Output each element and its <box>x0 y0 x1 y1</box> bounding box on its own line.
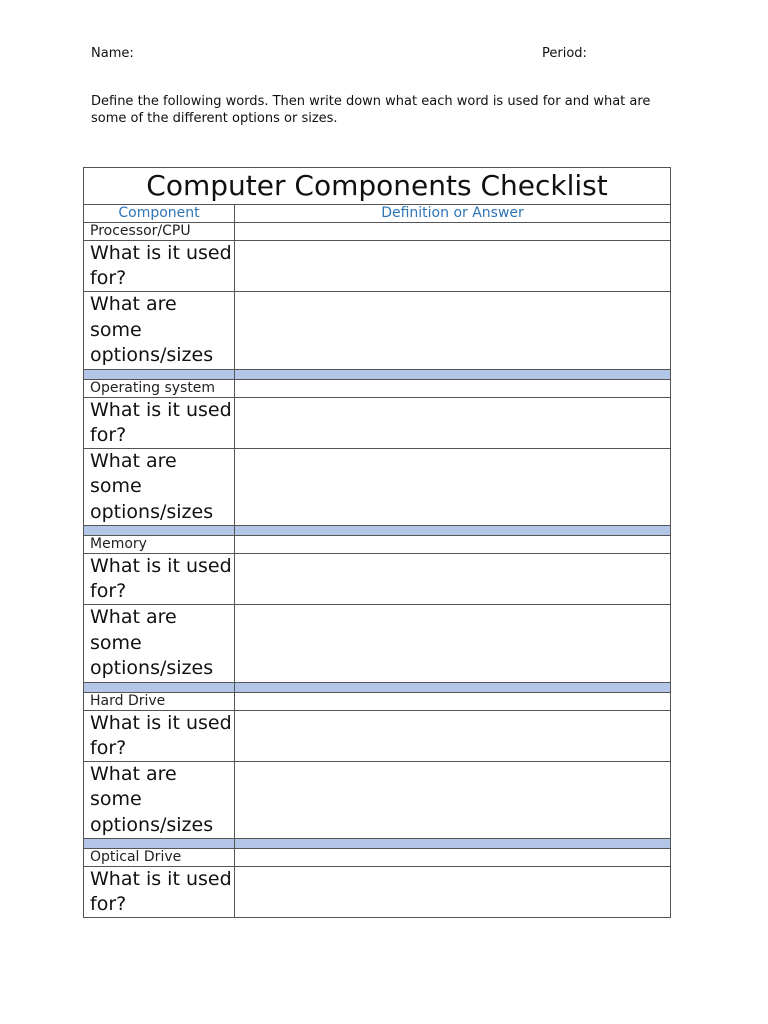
column-header-component: Component <box>84 205 235 223</box>
question-row <box>84 761 671 839</box>
question-options-sizes: What are some options/sizes <box>84 761 235 839</box>
components-checklist-table <box>83 167 671 918</box>
answer-cell[interactable] <box>235 554 671 605</box>
question-used-for: What is it used for? <box>84 241 235 292</box>
question-row <box>84 397 671 448</box>
question-row <box>84 448 671 526</box>
spacer-row <box>84 682 671 692</box>
question-used-for: What is it used for? <box>84 554 235 605</box>
question-row <box>84 710 671 761</box>
table-title: Computer Components Checklist <box>84 168 671 205</box>
component-row <box>84 849 671 867</box>
question-row <box>84 605 671 683</box>
answer-cell[interactable] <box>235 849 671 867</box>
answer-cell[interactable] <box>235 397 671 448</box>
column-header-definition: Definition or Answer <box>235 205 671 223</box>
question-options-sizes: What are some options/sizes <box>84 448 235 526</box>
spacer-row <box>84 839 671 849</box>
spacer-row <box>84 369 671 379</box>
question-row <box>84 867 671 918</box>
question-used-for: What is it used for? <box>84 397 235 448</box>
component-name: Operating system <box>84 379 235 397</box>
answer-cell[interactable] <box>235 448 671 526</box>
component-name: Memory <box>84 536 235 554</box>
question-row <box>84 292 671 370</box>
question-options-sizes: What are some options/sizes <box>84 292 235 370</box>
question-used-for: What is it used for? <box>84 710 235 761</box>
question-options-sizes: What are some options/sizes <box>84 605 235 683</box>
answer-cell[interactable] <box>235 761 671 839</box>
answer-cell[interactable] <box>235 241 671 292</box>
component-row <box>84 379 671 397</box>
component-row <box>84 223 671 241</box>
column-header-row <box>84 205 671 223</box>
table-title-row <box>84 168 671 205</box>
answer-cell[interactable] <box>235 292 671 370</box>
question-used-for: What is it used for? <box>84 867 235 918</box>
component-name: Hard Drive <box>84 692 235 710</box>
answer-cell[interactable] <box>235 605 671 683</box>
name-label: Name: <box>91 46 134 61</box>
component-row <box>84 692 671 710</box>
component-name: Processor/CPU <box>84 223 235 241</box>
component-row <box>84 536 671 554</box>
period-label: Period: <box>542 46 587 61</box>
instructions-text: Define the following words. Then write down what each word is used for and what are some of the different options or sizes. <box>91 94 651 126</box>
answer-cell[interactable] <box>235 223 671 241</box>
component-name: Optical Drive <box>84 849 235 867</box>
question-row <box>84 241 671 292</box>
spacer-row <box>84 526 671 536</box>
answer-cell[interactable] <box>235 710 671 761</box>
answer-cell[interactable] <box>235 536 671 554</box>
answer-cell[interactable] <box>235 379 671 397</box>
answer-cell[interactable] <box>235 867 671 918</box>
question-row <box>84 554 671 605</box>
answer-cell[interactable] <box>235 692 671 710</box>
